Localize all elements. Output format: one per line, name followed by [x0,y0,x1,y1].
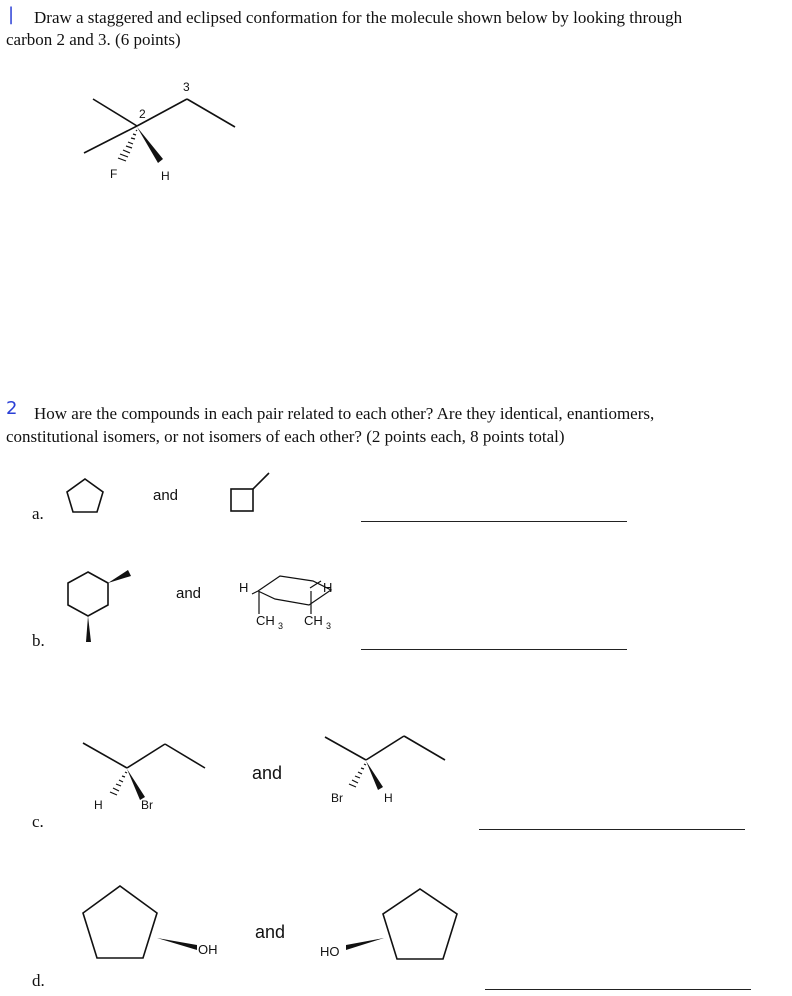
q1-c3-label: 3 [183,80,190,94]
c-right-h: H [384,791,393,805]
molecule-c-left [83,743,205,768]
wedge-c-right [366,761,383,790]
part-b-and: and [176,585,202,602]
wedge-d-right [346,938,384,950]
question-2-text-line2: constitutional isomers, or not isomers of each other? (2 points each, 8 points total) [6,427,565,446]
wedge-b-right [108,570,131,583]
q1-molecule [84,99,235,153]
c-left-br: Br [141,798,153,812]
part-d-and: and [255,922,286,942]
cyclopentane-d-left [83,886,157,958]
wedge-d-left [157,938,197,950]
cyclohexane-b-left [68,572,108,616]
hashed-c-right [349,764,366,787]
q1-c2-label: 2 [139,107,146,121]
d-right-ho: HO [320,944,340,959]
wedge-b-bottom [86,616,91,642]
q1-h-label: H [161,169,170,183]
chair-ch3-right: CH [304,613,323,628]
question-1-text-line2: carbon 2 and 3. (6 points) [6,30,181,49]
part-d-letter: d. [32,971,45,990]
question-1-mark: | [8,4,15,25]
chair-h-left: H [239,580,249,595]
cyclopentane-d-right [383,889,457,959]
part-b-letter: b. [32,631,45,650]
cyclopentane-a [67,479,103,512]
chair-cyclohexane-b [252,576,331,614]
molecule-c-right [325,736,445,760]
hashed-c-left [110,772,127,795]
question-2-text-line1: How are the compounds in each pair related to each other? Are they identical, enantiomers, [34,404,655,423]
q1-f-label: F [110,167,118,181]
part-c-letter: c. [32,812,44,831]
c-right-br: Br [331,791,343,805]
part-c-and: and [252,763,283,783]
chair-ch3-left: CH [256,613,275,628]
wedge-c-left [127,769,145,800]
chair-ch3-left-sub: 3 [278,621,284,631]
c-left-h: H [94,798,103,812]
chair-ch3-right-sub: 3 [326,621,332,631]
chair-h-right: H [323,580,333,595]
question-1-text-line1: Draw a staggered and eclipsed conformation for the molecule shown below by looking through [34,8,683,27]
question-2-mark: 2 [6,398,18,419]
methylcyclobutane-a [231,473,269,511]
d-left-oh: OH [198,942,218,957]
q1-wedge-bond [137,127,163,163]
part-a-letter: a. [32,504,44,523]
part-a-and: and [153,487,179,504]
